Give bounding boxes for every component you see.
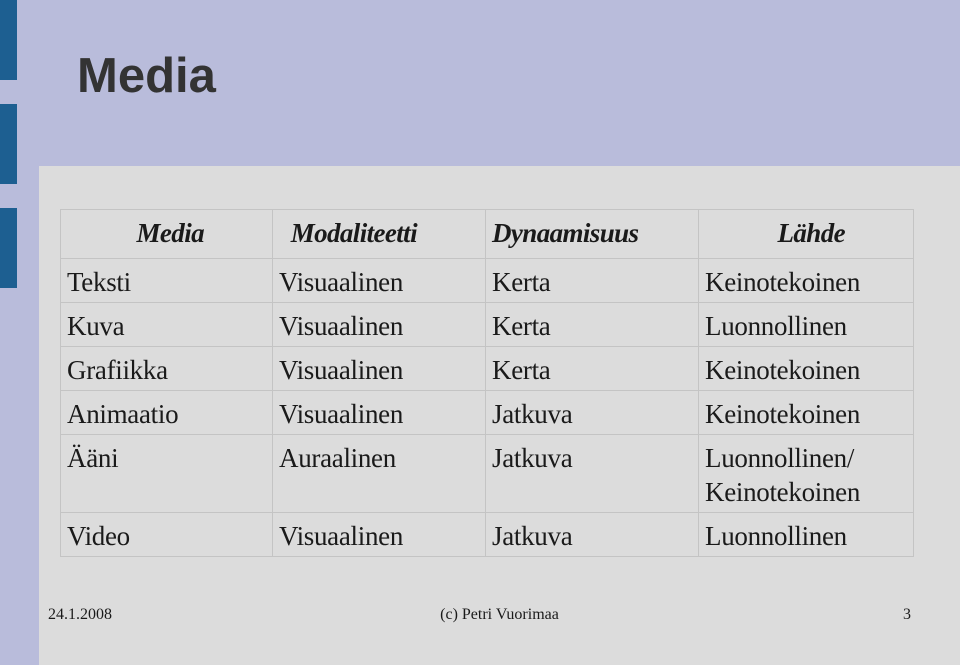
table-header-row <box>61 210 914 259</box>
table-cell: Keinotekoinen <box>699 391 914 435</box>
footer-page-number: 3 <box>903 606 911 623</box>
table-cell: Visuaalinen <box>273 347 486 391</box>
accent-bar-middle <box>0 104 17 184</box>
table-row <box>61 391 914 435</box>
footer-author: (c) Petri Vuorimaa <box>440 606 559 623</box>
table-cell: Ääni <box>61 435 273 513</box>
table-cell: Jatkuva <box>486 513 699 557</box>
header-lahde: Lähde <box>699 210 914 259</box>
table-cell: Grafiikka <box>61 347 273 391</box>
table-row <box>61 259 914 303</box>
accent-bar-bottom <box>0 208 17 288</box>
table-cell: Visuaalinen <box>273 391 486 435</box>
table-row <box>61 303 914 347</box>
accent-bar-top <box>0 0 17 80</box>
table-row <box>61 435 914 513</box>
table-cell: Visuaalinen <box>273 303 486 347</box>
table-cell: Jatkuva <box>486 435 699 513</box>
table-cell: Luonnollinen <box>699 303 914 347</box>
table-cell: Kerta <box>486 303 699 347</box>
table-cell: Kuva <box>61 303 273 347</box>
table-cell: Animaatio <box>61 391 273 435</box>
table-cell: Video <box>61 513 273 557</box>
media-table <box>60 209 914 557</box>
slide-content <box>39 166 960 665</box>
slide-title: Media <box>77 49 216 103</box>
table-cell: Auraalinen <box>273 435 486 513</box>
table-cell: Keinotekoinen <box>699 347 914 391</box>
table-row <box>61 347 914 391</box>
table-row <box>61 513 914 557</box>
footer-date: 24.1.2008 <box>48 606 112 623</box>
header-dynaamisuus: Dynaamisuus <box>486 210 699 259</box>
table-cell: Visuaalinen <box>273 259 486 303</box>
header-media: Media <box>61 210 273 259</box>
table-cell: Luonnollinen/ Keinotekoinen <box>699 435 914 513</box>
table-cell: Keinotekoinen <box>699 259 914 303</box>
table-cell: Luonnollinen <box>699 513 914 557</box>
table-cell: Visuaalinen <box>273 513 486 557</box>
table-cell: Teksti <box>61 259 273 303</box>
header-modaliteetti: Modaliteetti <box>273 210 486 259</box>
table-cell: Kerta <box>486 347 699 391</box>
table-cell: Kerta <box>486 259 699 303</box>
table-cell: Jatkuva <box>486 391 699 435</box>
